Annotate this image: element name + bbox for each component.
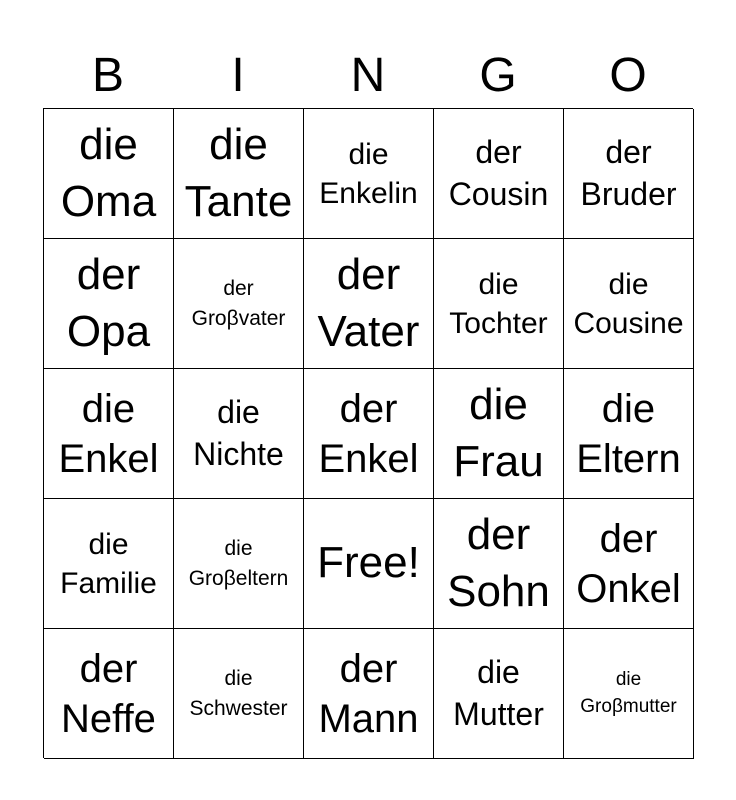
bingo-cell[interactable]	[434, 369, 564, 499]
cell-text: die Oma	[60, 120, 157, 226]
cell-text: die Enkel	[58, 386, 159, 481]
bingo-cell[interactable]	[434, 629, 564, 759]
bingo-cell[interactable]	[564, 499, 694, 629]
bingo-cell[interactable]	[174, 109, 304, 239]
cell-text: die Cousine	[573, 267, 684, 340]
bingo-cell[interactable]	[434, 239, 564, 369]
header-letter-o: O	[609, 49, 647, 102]
cell-text: der Cousin	[448, 133, 549, 212]
free-space-cell[interactable]	[304, 499, 434, 629]
cell-text: der Neffe	[61, 646, 156, 741]
free-space-text: Free!	[317, 538, 420, 588]
cell-text: die Frau	[453, 380, 544, 486]
header-letter-i: I	[231, 49, 245, 102]
header-letter-b: B	[91, 49, 124, 102]
cell-text: der Bruder	[580, 133, 677, 212]
bingo-cell[interactable]	[434, 499, 564, 629]
cell-text: die Nichte	[193, 393, 284, 472]
cell-text: der Onkel	[576, 516, 681, 611]
cell-text: die Eltern	[576, 386, 681, 481]
bingo-cell[interactable]	[564, 369, 694, 499]
bingo-cell[interactable]	[564, 109, 694, 239]
bingo-cell[interactable]	[174, 629, 304, 759]
cell-text: die Familie	[60, 527, 157, 600]
cell-text: der Vater	[317, 250, 420, 356]
bingo-cell[interactable]	[304, 239, 434, 369]
cell-text: die Mutter	[453, 653, 544, 732]
bingo-cell[interactable]	[304, 369, 434, 499]
cell-text: die Enkelin	[319, 137, 418, 210]
cell-text: die Schwester	[189, 667, 288, 720]
bingo-cell[interactable]	[174, 499, 304, 629]
bingo-cell[interactable]	[564, 239, 694, 369]
bingo-cell[interactable]	[44, 109, 174, 239]
bingo-cell[interactable]	[304, 109, 434, 239]
bingo-cell[interactable]	[44, 499, 174, 629]
bingo-cell[interactable]	[44, 629, 174, 759]
header-letter-n: N	[350, 49, 386, 102]
cell-text: der Enkel	[318, 386, 419, 481]
bingo-cell[interactable]	[434, 109, 564, 239]
bingo-cell[interactable]	[304, 629, 434, 759]
header-letter-g: G	[479, 49, 517, 102]
cell-text: der Sohn	[447, 510, 550, 616]
cell-text: die Tante	[184, 120, 293, 226]
bingo-cell[interactable]	[44, 239, 174, 369]
cell-text: der Mann	[318, 646, 419, 741]
cell-text: die Tochter	[449, 267, 548, 340]
cell-text: der Opa	[66, 250, 151, 356]
bingo-cell[interactable]	[564, 629, 694, 759]
cell-text: der Groβvater	[191, 277, 286, 330]
bingo-cell[interactable]	[174, 369, 304, 499]
bingo-cell[interactable]	[44, 369, 174, 499]
bingo-card	[43, 108, 693, 758]
bingo-header	[43, 44, 693, 108]
cell-text: die Groβeltern	[188, 537, 289, 590]
bingo-cell[interactable]	[174, 239, 304, 369]
cell-text: die Groβmutter	[580, 668, 677, 717]
